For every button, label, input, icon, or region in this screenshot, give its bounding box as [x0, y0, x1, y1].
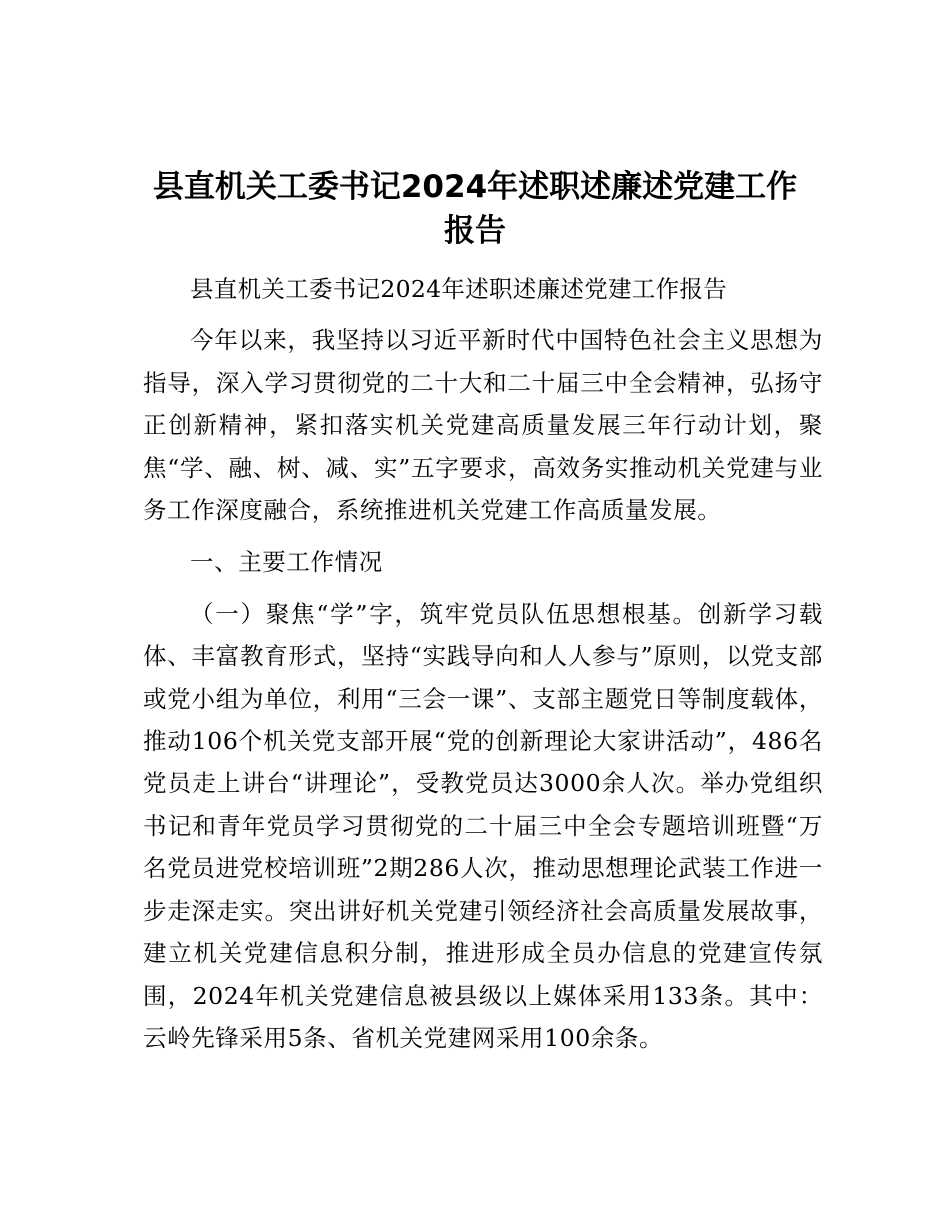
section-heading: 一、主要工作情况: [190, 548, 383, 577]
intro-paragraph: 今年以来，我坚持以习近平新时代中国特色社会主义思想为指导，深入学习贯彻党的二十大和二十届三中全会精神，弘扬守正创新精神，紧扣落实机关党建高质量发展三年行动计划，聚焦“学、融、树、减、实”五字要求，高效务实推动机关党建与业务工作深度融合，系统推进机关党建工作高质量发展。: [143, 326, 823, 525]
document-body: [143, 268, 823, 1069]
document-subtitle: 县直机关工委书记2024年述职述廉述党建工作报告: [190, 275, 728, 303]
document-title: 县直机关工委书记2024年述职述廉述党建工作报告: [152, 169, 798, 249]
item-1-paragraph: （一）聚焦“学”字，筑牢党员队伍思想根基。创新学习载体、丰富教育形式，坚持“实践导向和人人参与”原则，以党支部或党小组为单位，利用“三会一课”、支部主题党日等制度载体，推动106个机关党支部开展“党的创新理论大家讲活动”，486名党员走上讲台“讲理论”，受教党员达3000余人次。举办党组织书记和青年党员学习贯彻党的二十届三中全会专题培训班暨“万名党员进党校培训班”2期286人次，推动思想理论武装工作进一步走深走实。突出讲好机关党建引领经济社会高质量发展故事，建立机关党建信息积分制，推进形成全员办信息的党建宣传氛围，2024年机关党建信息被县级以上媒体采用133条。其中：云岭先锋采用5条、省机关党建网采用100余条。: [143, 599, 823, 1052]
